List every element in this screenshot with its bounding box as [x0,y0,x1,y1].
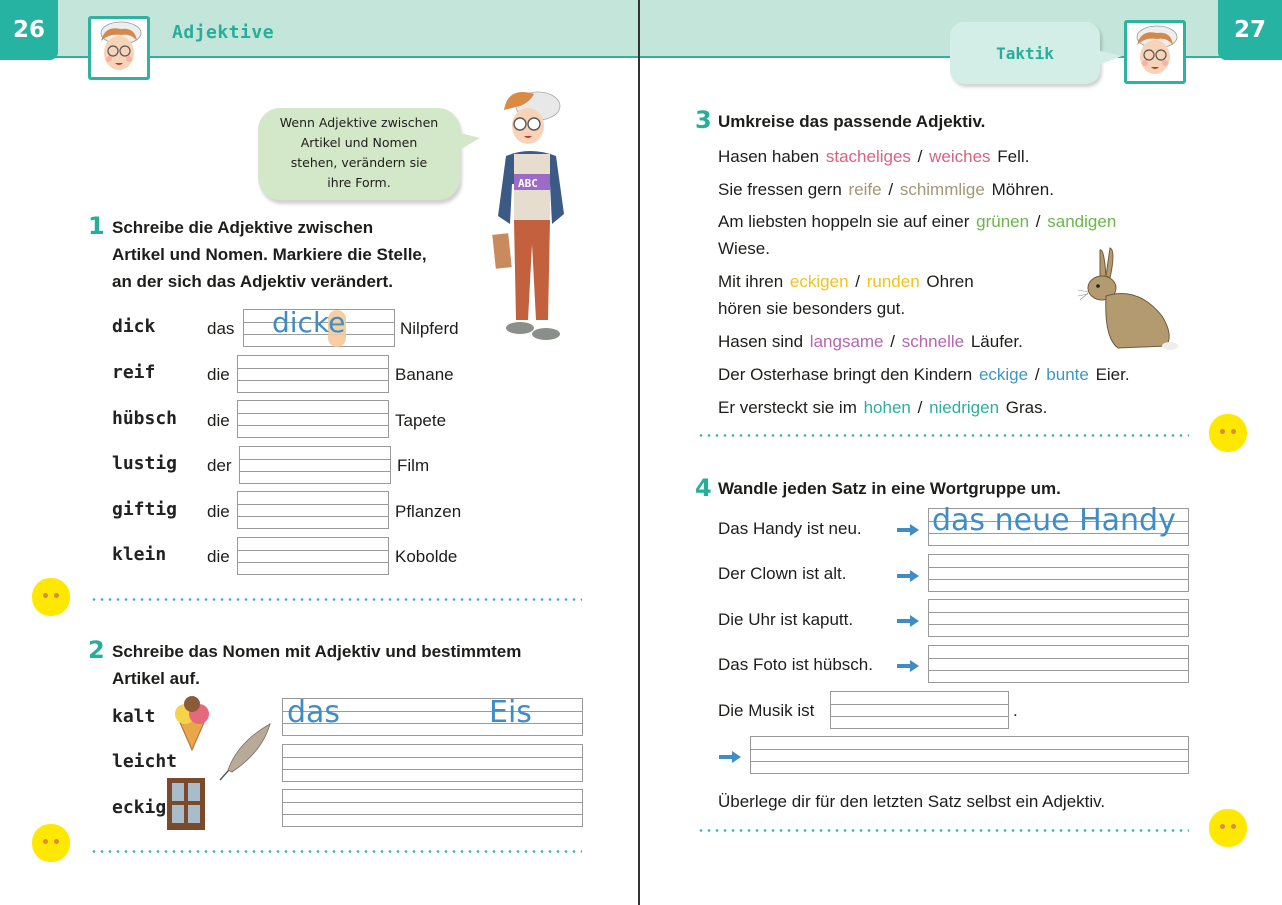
instruction-line: an der sich das Adjektiv verändert. [112,272,393,291]
feather-icon [218,722,274,782]
adjective: klein [112,544,167,565]
section-label-bubble [950,22,1100,84]
task-4-hint: Überlege dir für den letzten Satz selbst ein Adjektiv. [718,792,1106,811]
task-number-2: 2 [88,636,105,664]
choice-sentence: Mit ihren eckigen / runden Ohren [718,272,974,291]
boy-face-icon [1127,23,1183,81]
dotted-separator [90,598,582,601]
smiley-self-check-icon[interactable] [1209,414,1247,452]
handwritten-noun: Eis [489,695,532,730]
source-sentence-prefix: Die Musik ist [718,701,815,720]
adjective: eckig [112,797,167,818]
article: der [207,456,232,475]
article: die [207,502,230,521]
adjective-option[interactable]: niedrigen [929,398,1000,417]
answer-box[interactable] [237,491,389,529]
tip-line: ihre Form. [327,175,391,190]
adjective: dick [112,316,156,337]
adjective-option[interactable]: schimmlige [899,180,985,199]
answer-box[interactable] [928,645,1189,683]
answer-box[interactable] [928,503,1189,546]
choice-sentence: Hasen sind langsame / schnelle Läufer. [718,332,1023,351]
article: das [207,319,235,338]
adjective-option[interactable]: eckigen [789,272,849,291]
choice-sentence: Am liebsten hoppeln sie auf einer grünen / sandigen [718,212,1117,231]
hare-illustration [1078,246,1178,354]
choice-sentence: Der Osterhase bringt den Kindern eckige / bunte Eier. [718,365,1130,384]
source-sentence: Das Handy ist neu. [718,519,862,538]
adjective-option[interactable]: schnelle [901,332,965,351]
adjective: lustig [112,453,178,474]
arrow-right-icon [897,660,919,672]
svg-text:ABC: ABC [518,177,538,190]
noun: Banane [395,365,454,384]
adjective: kalt [112,706,156,727]
adjective-option[interactable]: bunte [1046,365,1089,384]
arrow-right-icon [897,524,919,536]
answer-box[interactable] [928,599,1189,637]
article: die [207,411,230,430]
answer-box[interactable] [928,554,1189,592]
dotted-separator [697,434,1189,437]
arrow-right-icon [897,615,919,627]
adjective-option[interactable]: hohen [863,398,911,417]
adjective-input-box[interactable] [830,691,1009,729]
task-number-1: 1 [88,212,105,240]
instruction-line: Artikel und Nomen. Markiere die Stelle, [112,245,427,264]
adjective-option[interactable]: stacheliges [825,147,911,166]
answer-box[interactable] [237,355,389,393]
smiley-self-check-icon[interactable] [32,578,70,616]
answer-box[interactable] [237,537,389,575]
choice-sentence: Hasen haben stacheliges / weiches Fell. [718,147,1030,166]
answer-box[interactable] [243,306,395,347]
page-number-left: 26 [0,0,58,60]
handwritten-answer: dicke [272,306,346,339]
page-gutter-divider [638,0,640,905]
choice-sentence: Sie fressen gern reife / schimmlige Möhren. [718,180,1054,199]
adjective: reif [112,362,156,383]
choice-sentence: Er versteckt sie im hohen / niedrigen Gras. [718,398,1048,417]
sentence-period: . [1013,701,1018,720]
answer-box[interactable] [282,789,583,827]
handwritten-answer: das neue Handy [932,503,1176,538]
smiley-self-check-icon[interactable] [32,824,70,862]
task-3-instructions: Umkreise das passende Adjektiv. [718,112,986,131]
tip-line: stehen, verändern sie [290,155,428,170]
source-sentence: Das Foto ist hübsch. [718,655,873,674]
instruction-line: Schreibe das Nomen mit Adjektiv und bestimmtem [112,642,522,661]
adjective-option[interactable]: weiches [929,147,991,166]
instruction-line: Artikel auf. [112,669,200,688]
task-1-instructions [112,214,427,295]
noun: Nilpferd [400,319,459,338]
tip-speech-bubble [258,108,460,200]
article: die [207,365,230,384]
noun: Tapete [395,411,447,430]
boy-character-illustration [490,84,576,346]
answer-box[interactable] [239,446,391,484]
window-icon [166,777,206,831]
handwritten-article: das [287,695,341,730]
adjective-option[interactable]: eckige [978,365,1029,384]
arrow-right-icon [897,570,919,582]
noun: Film [397,456,430,475]
task-2-instructions [112,638,521,692]
article: die [207,547,230,566]
task-number-4: 4 [695,474,712,502]
noun: Kobolde [395,547,458,566]
adjective: leicht [112,751,178,772]
adjective: hübsch [112,408,178,429]
answer-box[interactable] [282,744,583,782]
dotted-separator [697,829,1189,832]
source-sentence: Der Clown ist alt. [718,564,847,583]
adjective-option[interactable]: runden [866,272,920,291]
smiley-self-check-icon[interactable] [1209,809,1247,847]
source-sentence: Die Uhr ist kaputt. [718,610,854,629]
answer-box[interactable] [237,400,389,438]
task-4-instructions: Wandle jeden Satz in eine Wortgruppe um. [718,479,1061,498]
ice-cream-icon [170,694,214,752]
section-label: Taktik [996,43,1054,63]
answer-box[interactable] [750,736,1189,774]
dotted-separator [90,850,582,853]
tip-line: Artikel und Nomen [300,135,418,150]
sentence-continuation: Wiese. [718,239,770,258]
adjective: giftig [112,499,178,520]
instruction-line: Schreibe die Adjektive zwischen [112,218,374,237]
adjective-option[interactable]: langsame [809,332,884,351]
chapter-title: Adjektive [172,22,275,43]
answer-box[interactable] [282,695,583,736]
tip-line: Wenn Adjektive zwischen [279,115,439,130]
adjective-option[interactable]: grünen [976,212,1030,231]
character-avatar-left [88,16,150,80]
noun: Pflanzen [395,502,462,521]
arrow-right-icon [719,751,741,763]
adjective-option[interactable]: sandigen [1047,212,1117,231]
character-avatar-right [1124,20,1186,84]
adjective-option[interactable]: reife [848,180,882,199]
task-number-3: 3 [695,106,712,134]
sentence-continuation: hören sie besonders gut. [718,299,906,318]
page-number-right: 27 [1218,0,1282,60]
boy-face-icon [91,19,147,77]
